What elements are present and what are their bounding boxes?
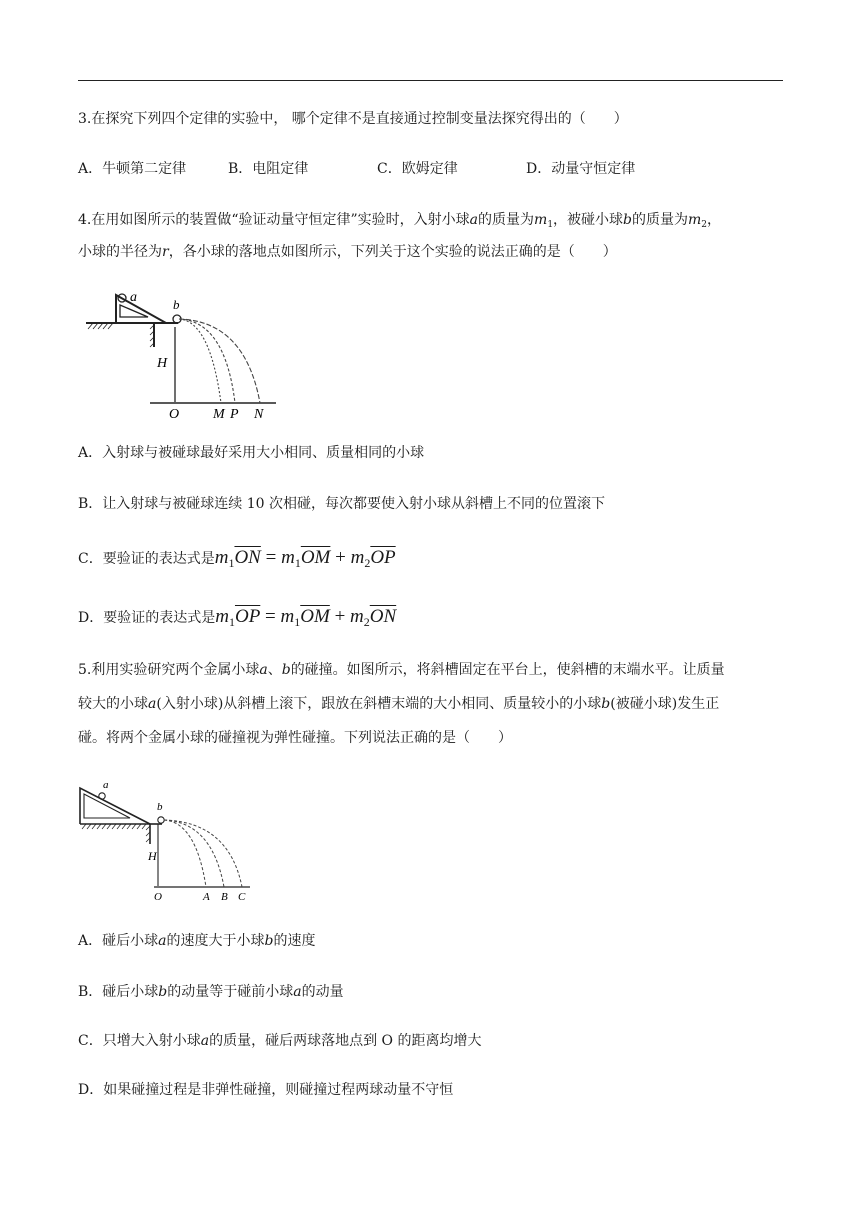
q5-option-b: B．碰后小球b的动量等于碰前小球a的动量 xyxy=(78,984,344,1000)
q3-option-d: D．动量守恒定律 xyxy=(526,161,636,177)
q4-stem-line1: 4.在用如图所示的装置做“验证动量守恒定律”实验时，入射小球a的质量为$m_1$，被碰小球b的质量为$m_2$， xyxy=(78,212,722,230)
q3-option-a: A．牛顿第二定律 xyxy=(78,161,187,177)
q4-option-a: A．入射球与被碰球最好采用大小相同、质量相同的小球 xyxy=(78,445,425,461)
q4-label-p: P xyxy=(230,407,239,420)
q4-label-a: a xyxy=(130,290,137,305)
q3-option-c: C．欧姆定律 xyxy=(377,161,458,177)
q5-stem-line2: 较大的小球a(入射小球)从斜槽上滚下，跟放在斜槽末端的大小相同、质量较小的小球b(被碰小球)发生正 xyxy=(78,696,720,712)
q5-option-c: C．只增大入射小球a的质量，碰后两球落地点到 O 的距离均增大 xyxy=(78,1033,482,1049)
q5-label-a-point: A xyxy=(203,891,210,903)
q3-option-b: B．电阻定律 xyxy=(228,161,309,177)
q5-label-a: a xyxy=(103,780,109,791)
q4-option-d: D．要验证的表达式是$m_1\overline{OP} = m_1\overline{OM} + m_2\overline{ON}$ xyxy=(78,606,397,629)
q5-stem-line3: 碰。将两个金属小球的碰撞视为弹性碰撞。下列说法正确的是（ ） xyxy=(78,730,512,746)
q4-label-o: O xyxy=(169,407,180,420)
q5-stem-line1: 5.利用实验研究两个金属小球a、b的碰撞。如图所示，将斜槽固定在平台上，使斜槽的末端水平。让质量 xyxy=(78,662,725,678)
q4-formula-d: $m_1\overline{OP} = m_1\overline{OM} + m_2\overline{ON}$ xyxy=(215,606,397,629)
q3-stem: 3.在探究下列四个定律的实验中， 哪个定律不是直接通过控制变量法探究得出的（ ） xyxy=(78,111,628,127)
q4-formula-c: $m_1\overline{ON} = m_1\overline{OM} + m_2\overline{OP}$ xyxy=(214,547,396,570)
q4-option-b: B．让入射球与被碰球连续 10 次相碰，每次都要使入射小球从斜槽上不同的位置滚下 xyxy=(78,496,606,512)
q4-option-c: C．要验证的表达式是$m_1\overline{ON} = m_1\overline{OM} + m_2\overline{OP}$ xyxy=(78,547,396,570)
q5-figure xyxy=(74,780,264,905)
q5-label-b-point: B xyxy=(221,891,228,903)
q4-figure xyxy=(80,285,280,420)
q5-label-c-point: C xyxy=(238,891,246,903)
q5-label-h: H xyxy=(148,849,157,863)
q4-stem-line2: 小球的半径为r，各小球的落地点如图所示，下列关于这个实验的说法正确的是（ ） xyxy=(78,244,617,260)
q4-label-n: N xyxy=(254,407,264,420)
q4-label-b: b xyxy=(173,297,180,312)
header-rule xyxy=(78,80,783,81)
q5-option-a: A．碰后小球a的速度大于小球b的速度 xyxy=(78,933,316,949)
q4-label-h: H xyxy=(157,356,168,371)
q5-label-b: b xyxy=(157,801,163,813)
q4-label-m: M xyxy=(213,407,225,420)
q5-label-o: O xyxy=(154,891,162,903)
q5-option-d: D．如果碰撞过程是非弹性碰撞，则碰撞过程两球动量不守恒 xyxy=(78,1082,454,1098)
